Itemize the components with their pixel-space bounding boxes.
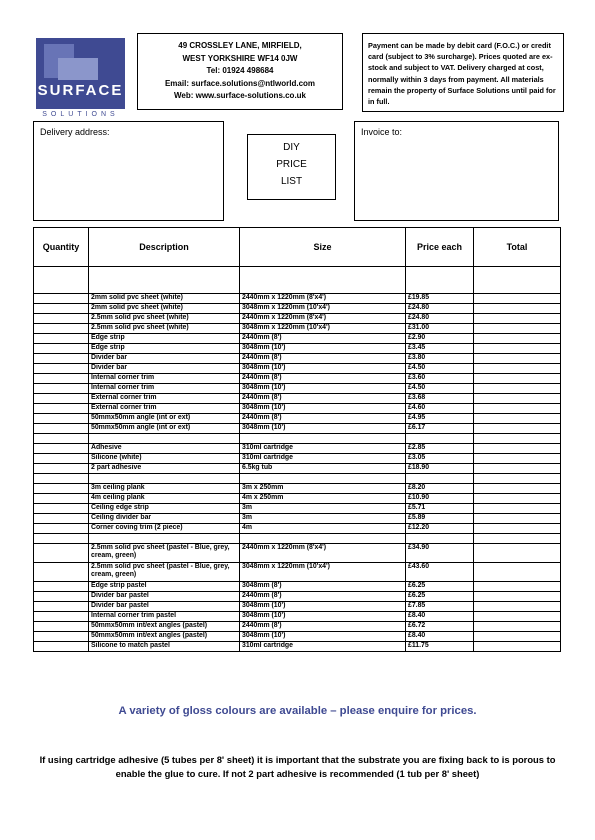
quantity-cell[interactable] — [34, 314, 89, 324]
description-cell: Divider bar pastel — [89, 602, 240, 612]
table-row — [34, 494, 561, 504]
quantity-cell[interactable] — [34, 504, 89, 514]
quantity-cell[interactable] — [34, 592, 89, 602]
quantity-cell[interactable] — [34, 544, 89, 563]
total-cell — [474, 563, 561, 582]
total-cell — [474, 524, 561, 534]
price-cell: £5.71 — [406, 504, 474, 514]
size-cell: 3048mm (10') — [240, 364, 406, 374]
price-cell: £3.80 — [406, 354, 474, 364]
table-row — [34, 642, 561, 652]
price-cell — [406, 474, 474, 484]
total-cell — [474, 424, 561, 434]
table-row — [34, 592, 561, 602]
price-table — [33, 227, 561, 652]
total-cell — [474, 632, 561, 642]
description-cell: 2mm solid pvc sheet (white) — [89, 294, 240, 304]
quantity-cell[interactable] — [34, 602, 89, 612]
table-row — [34, 582, 561, 592]
quantity-cell[interactable] — [34, 354, 89, 364]
size-cell: 3048mm (10') — [240, 404, 406, 414]
total-cell — [474, 514, 561, 524]
size-cell: 4m — [240, 524, 406, 534]
description-cell: Divider bar pastel — [89, 592, 240, 602]
table-row — [34, 394, 561, 404]
description-cell: Divider bar — [89, 354, 240, 364]
quantity-cell[interactable] — [34, 514, 89, 524]
total-cell — [474, 404, 561, 414]
size-cell: 3048mm (10') — [240, 602, 406, 612]
price-cell: £6.72 — [406, 622, 474, 632]
quantity-cell[interactable] — [34, 444, 89, 454]
size-cell: 310ml cartridge — [240, 642, 406, 652]
total-cell — [474, 494, 561, 504]
description-cell — [89, 434, 240, 444]
description-cell — [89, 534, 240, 544]
total-cell — [474, 444, 561, 454]
address-line: 49 CROSSLEY LANE, MIRFIELD, — [178, 41, 302, 50]
price-cell: £3.45 — [406, 344, 474, 354]
quantity-cell[interactable] — [34, 484, 89, 494]
quantity-header: Quantity — [34, 228, 89, 267]
size-cell: 4m x 250mm — [240, 494, 406, 504]
diy-title-line: PRICE — [276, 159, 307, 170]
quantity-cell[interactable] — [34, 304, 89, 314]
description-cell: 3m ceiling plank — [89, 484, 240, 494]
total-cell — [474, 434, 561, 444]
description-cell: 50mmx50mm int/ext angles (pastel) — [89, 622, 240, 632]
price-cell: £6.17 — [406, 424, 474, 434]
size-cell: 3048mm (10') — [240, 612, 406, 622]
table-row — [34, 404, 561, 414]
total-cell — [474, 582, 561, 592]
table-row — [34, 454, 561, 464]
logo-sub-text: SOLUTIONS — [42, 111, 119, 118]
quantity-cell[interactable] — [34, 364, 89, 374]
total-cell — [474, 364, 561, 374]
price-cell: £11.75 — [406, 642, 474, 652]
price-cell: £10.90 — [406, 494, 474, 504]
price-table-body — [34, 267, 561, 652]
quantity-cell[interactable] — [34, 384, 89, 394]
table-row — [34, 374, 561, 384]
phone-line: Tel: 01924 498684 — [206, 66, 274, 75]
table-row — [34, 563, 561, 582]
table-row — [34, 464, 561, 474]
table-row — [34, 294, 561, 304]
total-cell — [474, 304, 561, 314]
table-row — [34, 267, 561, 294]
delivery-address-box — [33, 121, 224, 221]
size-cell: 2440mm (8') — [240, 414, 406, 424]
size-cell: 3048mm (10') — [240, 632, 406, 642]
size-cell: 3m — [240, 504, 406, 514]
quantity-cell[interactable] — [34, 622, 89, 632]
description-cell: 4m ceiling plank — [89, 494, 240, 504]
description-cell: Ceiling edge strip — [89, 504, 240, 514]
quantity-cell[interactable] — [34, 334, 89, 344]
price-cell: £12.20 — [406, 524, 474, 534]
price-cell: £4.50 — [406, 364, 474, 374]
total-cell — [474, 464, 561, 474]
price-cell: £2.85 — [406, 444, 474, 454]
quantity-cell[interactable] — [34, 464, 89, 474]
diy-title-line: DIY — [283, 142, 300, 153]
price-cell: £24.80 — [406, 314, 474, 324]
total-cell — [474, 267, 561, 294]
total-cell — [474, 544, 561, 563]
total-cell — [474, 642, 561, 652]
price-cell: £3.68 — [406, 394, 474, 404]
table-row — [34, 344, 561, 354]
price-cell — [406, 267, 474, 294]
total-cell — [474, 484, 561, 494]
payment-terms-box — [362, 33, 564, 112]
description-cell: Internal corner trim — [89, 384, 240, 394]
price-cell: £3.05 — [406, 454, 474, 464]
quantity-cell[interactable] — [34, 563, 89, 582]
size-cell: 3048mm (10') — [240, 384, 406, 394]
table-row — [34, 622, 561, 632]
quantity-cell[interactable] — [34, 534, 89, 544]
price-cell: £31.00 — [406, 324, 474, 334]
size-cell: 2440mm (8') — [240, 622, 406, 632]
description-cell: Internal corner trim pastel — [89, 612, 240, 622]
size-header: Size — [240, 228, 406, 267]
table-row — [34, 364, 561, 374]
quantity-cell[interactable] — [34, 494, 89, 504]
quantity-cell[interactable] — [34, 612, 89, 622]
price-cell: £6.25 — [406, 592, 474, 602]
price-each-header: Price each — [406, 228, 474, 267]
total-cell — [474, 534, 561, 544]
invoice-to-box — [354, 121, 559, 221]
size-cell: 2440mm (8') — [240, 592, 406, 602]
description-cell: Edge strip — [89, 334, 240, 344]
quantity-cell[interactable] — [34, 344, 89, 354]
table-row — [34, 434, 561, 444]
price-cell: £2.90 — [406, 334, 474, 344]
email-line: Email: surface.solutions@ntlworld.com — [164, 78, 316, 88]
size-cell — [240, 434, 406, 444]
description-header: Description — [89, 228, 240, 267]
table-row — [34, 314, 561, 324]
description-cell: Ceiling divider bar — [89, 514, 240, 524]
description-cell: Divider bar — [89, 364, 240, 374]
table-row — [34, 414, 561, 424]
description-cell: 50mmx50mm angle (int or ext) — [89, 414, 240, 424]
total-header: Total — [474, 228, 561, 267]
price-cell: £8.40 — [406, 612, 474, 622]
size-cell: 3048mm (10') — [240, 424, 406, 434]
description-cell: Silicone (white) — [89, 454, 240, 464]
size-cell: 2440mm (8') — [240, 374, 406, 384]
size-cell: 310ml cartridge — [240, 454, 406, 464]
price-cell — [406, 434, 474, 444]
price-cell: £43.60 — [406, 563, 474, 582]
size-cell: 2440mm (8') — [240, 394, 406, 404]
description-cell: Corner coving trim (2 piece) — [89, 524, 240, 534]
table-row — [34, 504, 561, 514]
price-cell: £5.89 — [406, 514, 474, 524]
total-cell — [474, 324, 561, 334]
total-cell — [474, 612, 561, 622]
total-cell — [474, 504, 561, 514]
table-row — [34, 612, 561, 622]
quantity-cell[interactable] — [34, 394, 89, 404]
size-cell — [240, 474, 406, 484]
quantity-cell[interactable] — [34, 434, 89, 444]
table-row — [34, 484, 561, 494]
size-cell: 3048mm x 1220mm (10'x4') — [240, 304, 406, 314]
description-cell: Silicone to match pastel — [89, 642, 240, 652]
payment-terms-text: Payment can be made by debit card (F.O.C.) or credit card (subject to 3% surcharge). Prices quoted are ex-stock and subject to VAT. Delivery charged at cost, normally within 3 days from payment. All materials remain the property of Surface Solutions until paid for in full. — [368, 41, 556, 107]
diy-title-line: LIST — [280, 176, 303, 187]
size-cell: 3048mm x 1220mm (10'x4') — [240, 324, 406, 334]
size-cell: 2440mm x 1220mm (8'x4') — [240, 314, 406, 324]
table-row — [34, 354, 561, 364]
table-row — [34, 474, 561, 484]
quantity-cell[interactable] — [34, 294, 89, 304]
quantity-cell[interactable] — [34, 404, 89, 414]
size-cell: 3048mm x 1220mm (10'x4') — [240, 563, 406, 582]
size-cell: 2440mm x 1220mm (8'x4') — [240, 294, 406, 304]
diy-price-list-box — [247, 134, 336, 200]
invoice-to-label: Invoice to: — [361, 127, 403, 137]
description-cell — [89, 474, 240, 484]
quantity-cell[interactable] — [34, 632, 89, 642]
price-cell: £18.90 — [406, 464, 474, 474]
quantity-cell[interactable] — [34, 424, 89, 434]
description-cell: 2.5mm solid pvc sheet (pastel - Blue, grey, cream, green) — [89, 563, 240, 582]
table-header-row — [34, 228, 561, 267]
table-row — [34, 524, 561, 534]
size-cell: 2440mm (8') — [240, 334, 406, 344]
size-cell: 2440mm (8') — [240, 354, 406, 364]
size-cell — [240, 534, 406, 544]
company-logo — [36, 38, 125, 109]
price-cell: £4.50 — [406, 384, 474, 394]
description-cell: Edge strip — [89, 344, 240, 354]
total-cell — [474, 622, 561, 632]
total-cell — [474, 344, 561, 354]
table-row — [34, 424, 561, 434]
quantity-cell[interactable] — [34, 582, 89, 592]
description-cell: 50mmx50mm int/ext angles (pastel) — [89, 632, 240, 642]
description-cell: 2.5mm solid pvc sheet (pastel - Blue, grey, cream, green) — [89, 544, 240, 563]
price-cell: £3.60 — [406, 374, 474, 384]
size-cell: 3m — [240, 514, 406, 524]
total-cell — [474, 374, 561, 384]
size-cell: 6.5kg tub — [240, 464, 406, 474]
description-cell: 2mm solid pvc sheet (white) — [89, 304, 240, 314]
size-cell: 310ml cartridge — [240, 444, 406, 454]
quantity-cell[interactable] — [34, 267, 89, 294]
size-cell: 3048mm (8') — [240, 582, 406, 592]
price-cell — [406, 534, 474, 544]
table-row — [34, 544, 561, 563]
table-row — [34, 304, 561, 314]
gloss-colours-note: A variety of gloss colours are available – please enquire for prices. — [118, 705, 477, 717]
size-cell: 2440mm x 1220mm (8'x4') — [240, 544, 406, 563]
description-cell: External corner trim — [89, 394, 240, 404]
description-cell: External corner trim — [89, 404, 240, 414]
total-cell — [474, 354, 561, 364]
address-line: WEST YORKSHIRE WF14 0JW — [182, 53, 298, 63]
quantity-cell[interactable] — [34, 454, 89, 464]
description-cell — [89, 267, 240, 294]
description-cell: Internal corner trim — [89, 374, 240, 384]
price-cell: £4.95 — [406, 414, 474, 424]
table-row — [34, 334, 561, 344]
price-cell: £24.80 — [406, 304, 474, 314]
table-row — [34, 444, 561, 454]
quantity-cell[interactable] — [34, 414, 89, 424]
description-cell: 50mmx50mm angle (int or ext) — [89, 424, 240, 434]
total-cell — [474, 394, 561, 404]
table-row — [34, 384, 561, 394]
quantity-cell[interactable] — [34, 524, 89, 534]
total-cell — [474, 334, 561, 344]
total-cell — [474, 602, 561, 612]
size-cell: 3m x 250mm — [240, 484, 406, 494]
total-cell — [474, 474, 561, 484]
quantity-cell[interactable] — [34, 324, 89, 334]
logo-brand-text: SURFACE — [37, 82, 124, 99]
quantity-cell[interactable] — [34, 374, 89, 384]
total-cell — [474, 384, 561, 394]
table-row — [34, 632, 561, 642]
total-cell — [474, 592, 561, 602]
price-cell: £8.20 — [406, 484, 474, 494]
adhesive-note: If using cartridge adhesive (5 tubes per 8' sheet) it is important that the substrate you are fixing back to is porous to enable the glue to cure. If not 2 part adhesive is recommended (1 tub per 8' sheet) — [39, 754, 556, 779]
total-cell — [474, 314, 561, 324]
size-cell — [240, 267, 406, 294]
logo-square — [58, 58, 98, 80]
price-cell: £8.40 — [406, 632, 474, 642]
total-cell — [474, 454, 561, 464]
price-cell: £4.60 — [406, 404, 474, 414]
description-cell: 2 part adhesive — [89, 464, 240, 474]
price-cell: £7.85 — [406, 602, 474, 612]
price-cell: £6.25 — [406, 582, 474, 592]
description-cell: Adhesive — [89, 444, 240, 454]
price-cell: £19.85 — [406, 294, 474, 304]
description-cell: 2.5mm solid pvc sheet (white) — [89, 314, 240, 324]
total-cell — [474, 294, 561, 304]
table-row — [34, 534, 561, 544]
web-line: Web: www.surface-solutions.co.uk — [173, 91, 307, 100]
quantity-cell[interactable] — [34, 474, 89, 484]
table-row — [34, 324, 561, 334]
company-address-box — [137, 33, 343, 110]
total-cell — [474, 414, 561, 424]
price-cell: £34.90 — [406, 544, 474, 563]
delivery-address-label: Delivery address: — [40, 127, 110, 137]
quantity-cell[interactable] — [34, 642, 89, 652]
size-cell: 3048mm (10') — [240, 344, 406, 354]
description-cell: 2.5mm solid pvc sheet (white) — [89, 324, 240, 334]
table-row — [34, 602, 561, 612]
description-cell: Edge strip pastel — [89, 582, 240, 592]
table-row — [34, 514, 561, 524]
